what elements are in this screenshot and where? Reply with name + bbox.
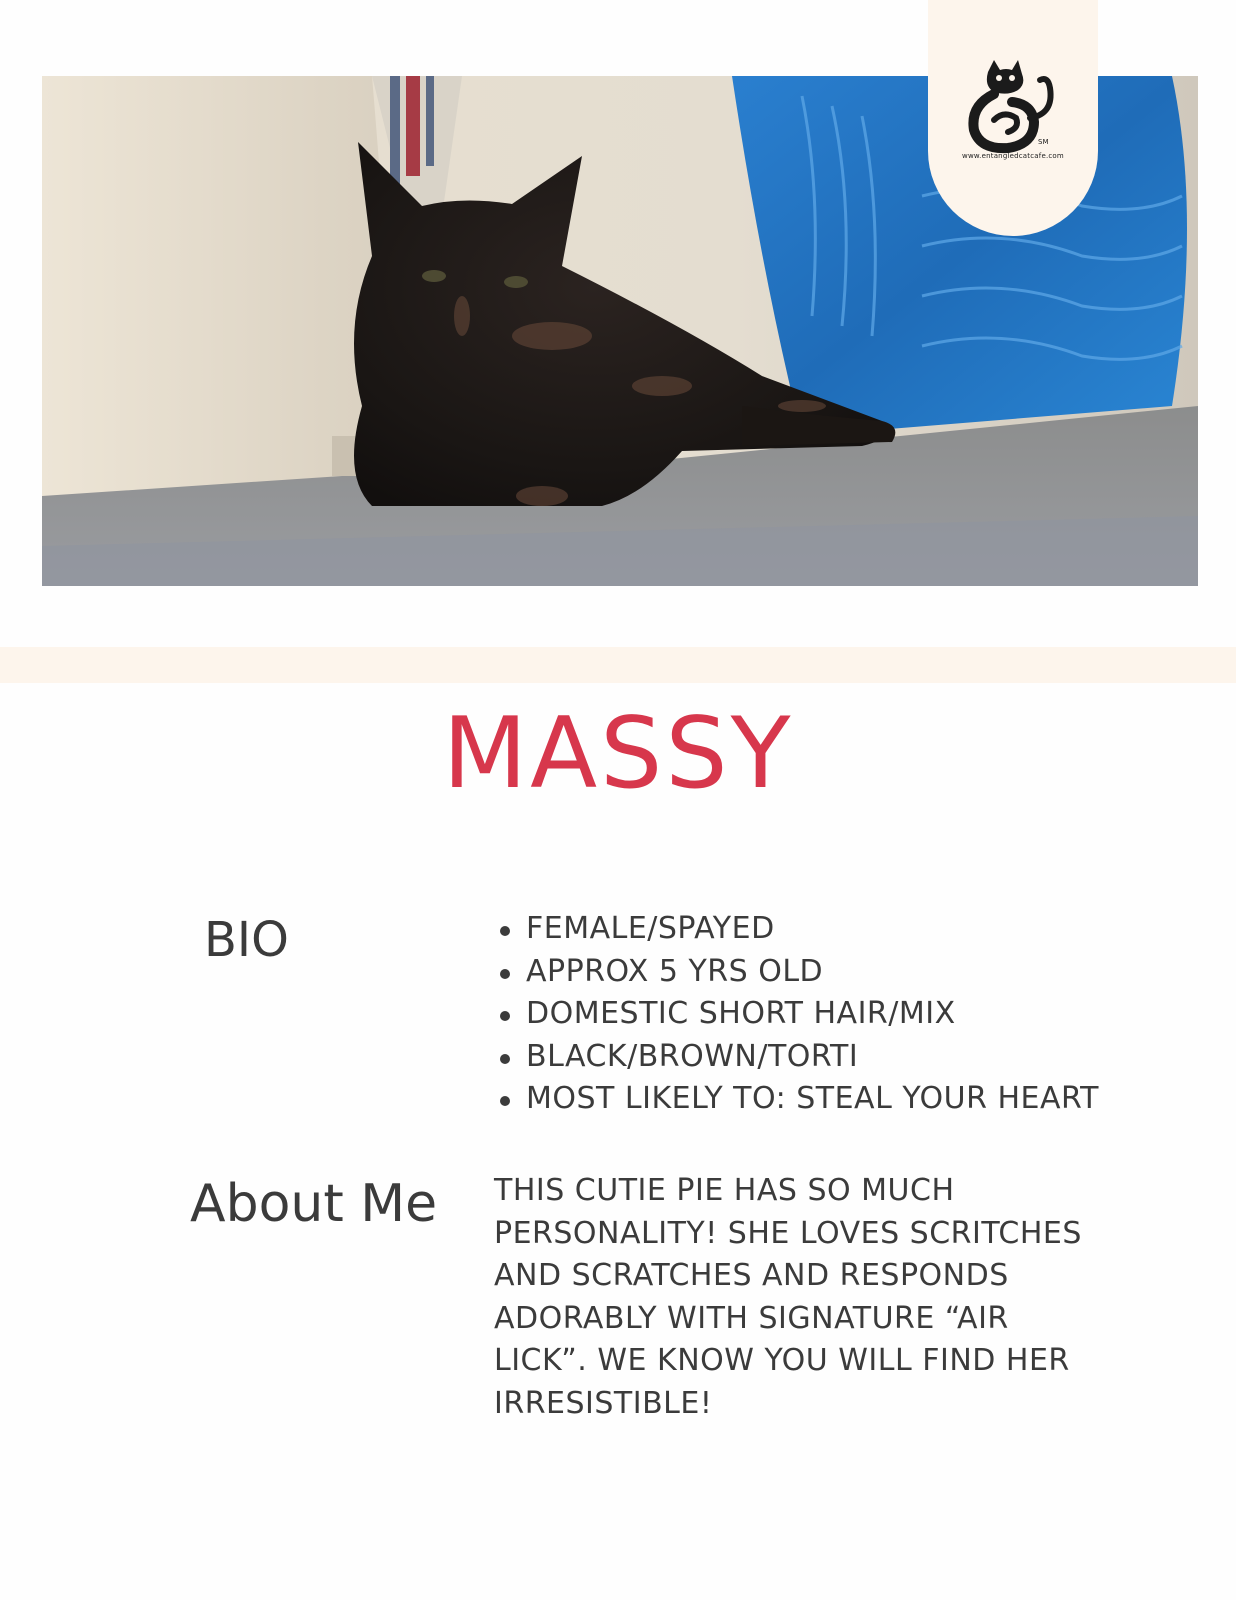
about-me-text: THIS CUTIE PIE HAS SO MUCH PERSONALITY! SHE LOVES SCRITCHES AND SCRATCHES AND RESPONDS ADORABLY WITH SIGNATURE “AIR LICK”. WE KNOW YOU WILL FIND HER IRRESISTIBLE! bbox=[494, 1173, 1082, 1421]
cat-name: MASSY bbox=[442, 697, 794, 811]
bio-item: MOST LIKELY TO: STEAL YOUR HEART bbox=[500, 1078, 1099, 1121]
bio-item: BLACK/BROWN/TORTI bbox=[500, 1036, 1099, 1079]
logo-url: www.entangledcatcafe.com bbox=[962, 152, 1064, 160]
logo-tab bbox=[928, 0, 1098, 236]
bio-list bbox=[500, 908, 1099, 1121]
bio-label: BIO bbox=[204, 912, 289, 968]
about-me-label: About Me bbox=[190, 1174, 438, 1234]
service-mark: SM bbox=[1038, 138, 1049, 146]
bio-item: FEMALE/SPAYED bbox=[500, 908, 1099, 951]
divider-band bbox=[0, 647, 1236, 683]
bio-item: APPROX 5 YRS OLD bbox=[500, 951, 1099, 994]
bio-item: DOMESTIC SHORT HAIR/MIX bbox=[500, 993, 1099, 1036]
